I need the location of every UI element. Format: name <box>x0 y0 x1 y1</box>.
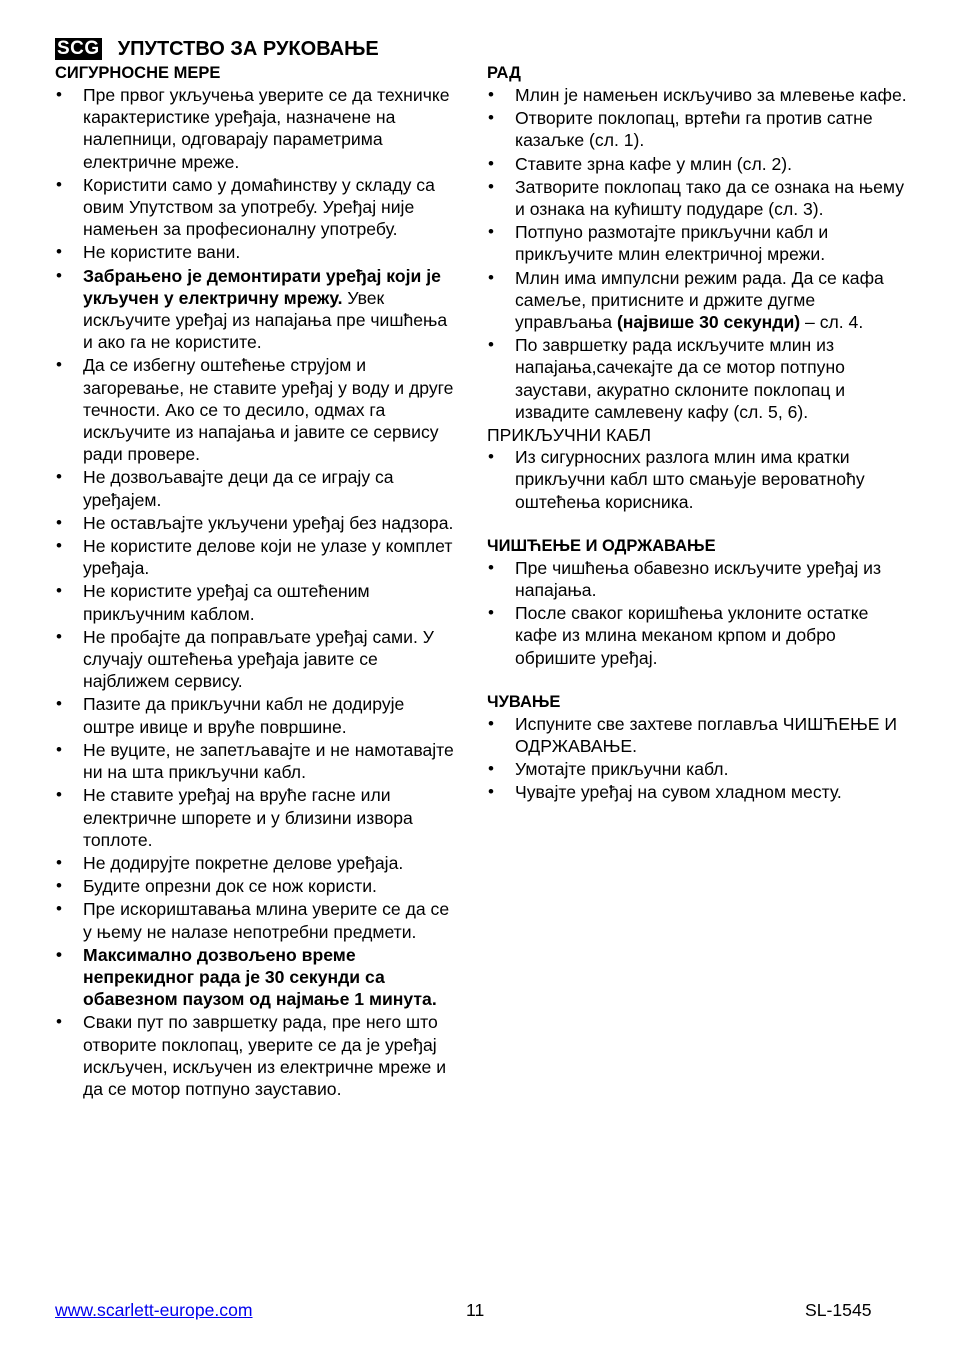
list-item: • Сваки пут по завршетку рада, пре него што отворите поклопац, уверите се да је уређај искључен, искључен из електричне мреже и да се мотор потпуно зауставио. <box>56 1012 447 1099</box>
list-item: • Ставите зрна кафе у млин (сл. 2). <box>488 153 793 174</box>
cleaning-list <box>487 557 907 669</box>
bullet-icon: • <box>488 759 494 779</box>
bullet-icon: • <box>56 242 62 262</box>
list-item: • Млин има импулсни режим рада. Да се кафа самеље, притисните и држите дугме управљања (највише 30 секунди) – сл. 4. <box>488 267 884 333</box>
section-spacer <box>487 514 907 535</box>
list-item: • Не дозвољавајте деци да се играју са уређајем. <box>56 467 394 510</box>
bullet-icon: • <box>488 85 494 104</box>
list-item: • Чувајте уређај на сувом хладном месту. <box>488 782 842 803</box>
storage-heading: ЧУВАЊЕ <box>487 692 561 711</box>
bullet-icon: • <box>56 694 62 714</box>
list-item <box>55 944 460 1011</box>
bullet-icon: • <box>488 153 494 173</box>
list-item: • Пре искориштавања млина уверите се да се у њему не налазе непотребни предмети. <box>56 899 450 942</box>
cleaning-heading: ЧИШЋЕЊЕ И ОДРЖАВАЊЕ <box>487 536 716 555</box>
bullet-icon: • <box>488 557 494 577</box>
storage-list <box>487 713 907 804</box>
list-item: • Отворите поклопац, вртећи га против сатне казаљке (сл. 1). <box>488 108 873 151</box>
left-column <box>55 62 460 1101</box>
bullet-icon: • <box>56 536 62 556</box>
list-item: • Не користите уређај са оштећеним прикључним каблом. <box>56 581 370 624</box>
list-item: • Умотајте прикључни кабл. <box>488 759 729 780</box>
section-spacer <box>487 670 907 691</box>
bullet-icon: • <box>488 176 494 196</box>
bullet-icon: • <box>56 626 62 646</box>
bullet-icon: • <box>56 467 62 487</box>
bullet-icon: • <box>488 335 494 355</box>
list-item: • Испуните све захтеве поглавља ЧИШЋЕЊЕ И ОДРЖАВАЊЕ. <box>488 713 898 757</box>
list-item: • Из сигурносних разлога млин има кратки прикључни кабл што смањује вероватноћу оштећења корисника. <box>488 447 865 512</box>
bullet-icon: • <box>488 782 494 802</box>
bullet-icon: • <box>488 108 494 128</box>
cable-list <box>487 446 907 513</box>
list-item: • После сваког коришћења уклоните остатке кафе из млина меканом крпом и добро обришите уређај. <box>488 603 869 668</box>
right-column <box>487 62 907 805</box>
safety-heading: СИГУРНОСНЕ МЕРЕ <box>55 64 221 82</box>
list-item: • Не ставите уређај на вруће гасне или електричне шпорете и у близини извора топлоте. <box>56 785 413 850</box>
list-item: • Затворите поклопац тако да се ознака на њему и ознака на кућишту подударе (сл. 3). <box>488 176 904 220</box>
max-runtime-warning: Максимално дозвољено време непрекидног рада је 30 секунди са обавезном паузом од најмање 1 минута. <box>83 944 437 1010</box>
list-item: • Да се избегну оштећење струјом и загоревање, не ставите уређај у воду и друге течности. Ако се то десило, одмах га искључите из напајања и јавите се сервису ради провере. <box>56 355 454 465</box>
list-item: • Пре првог укључења уверите се да техничке карактеристике уређаја, назначене на налепници, одговарају параметрима електричне мреже. <box>56 85 450 172</box>
list-item: • Не користите вани. <box>56 242 241 263</box>
bullet-icon: • <box>56 899 62 919</box>
bullet-icon: • <box>56 785 62 805</box>
list-item: • Млин је намењен искључиво за млевење кафе. <box>488 85 907 105</box>
page-number: 11 <box>466 1300 485 1320</box>
work-list <box>487 84 907 423</box>
language-badge: SCG <box>57 38 100 59</box>
warning-text: Забрањено је демонтирати уређај који је укључен у електричну мрежу. <box>83 265 441 308</box>
bullet-icon: • <box>488 603 494 623</box>
list-item: • Не пробајте да поправљате уређај сами. У случају оштећења уређаја јавите се најближем сервису. <box>56 626 434 692</box>
bullet-icon: • <box>488 447 494 467</box>
list-item: • По завршетку рада искључите млин из напајања,сачекајте да се мотор потпуно заустави, акуратно склоните поклопац и извадите самлевену кафу (сл. 5, 6). <box>488 335 846 422</box>
model-number: SL-1545 <box>805 1300 872 1320</box>
safety-list <box>55 84 460 1100</box>
list-item: • Пазите да прикључни кабл не додирује оштре ивице и вруће површине. <box>56 694 405 737</box>
bullet-icon: • <box>56 174 62 194</box>
bullet-icon: • <box>56 355 62 375</box>
list-item: • Не додирујте покретне делове уређаја. <box>56 852 404 873</box>
bullet-icon: • <box>56 512 62 532</box>
list-item: • Будите опрезни док се нож користи. <box>56 876 377 897</box>
bullet-icon: • <box>56 581 62 601</box>
bullet-icon: • <box>56 876 62 896</box>
document-title: УПУТСТВО ЗА РУКОВАЊЕ <box>117 38 379 60</box>
bullet-icon: • <box>56 852 62 872</box>
cable-heading: ПРИКЉУЧНИ КАБЛ <box>487 425 652 446</box>
bullet-icon: • <box>488 222 494 242</box>
website-link[interactable]: www.scarlett-europe.com <box>55 1300 253 1320</box>
bullet-icon: • <box>56 1012 62 1032</box>
bullet-icon: • <box>56 265 62 285</box>
bullet-icon: • <box>488 267 494 287</box>
list-item: • Не вуците, не запетљавајте и не намотавајте ни на шта прикључни кабл. <box>56 739 454 783</box>
list-item: • Не остављајте укључени уређај без надзора. <box>56 512 454 533</box>
list-item: • Забрањено је демонтирати уређај који је укључен у електричну мрежу. Увек искључите уређај из напајања пре чишћења и ако га не користите. <box>56 265 448 353</box>
page-header <box>55 38 379 60</box>
bullet-icon: • <box>488 713 494 733</box>
bullet-icon: • <box>56 944 62 964</box>
bullet-icon: • <box>56 85 62 104</box>
work-heading: РАД <box>487 64 521 82</box>
list-item: • Не користите делове који не улазе у комплет уређаја. <box>56 536 453 579</box>
bullet-icon: • <box>56 739 62 759</box>
list-item: • Пре чишћења обавезно искључите уређај из напајања. <box>488 557 882 601</box>
list-item: • Користити само у домаћинству у складу са овим Упутством за употребу. Уређај није намењен за професионалну употребу. <box>56 174 435 240</box>
list-item: • Потпуно размотајте прикључни кабл и прикључите млин електричној мрежи. <box>488 222 829 265</box>
